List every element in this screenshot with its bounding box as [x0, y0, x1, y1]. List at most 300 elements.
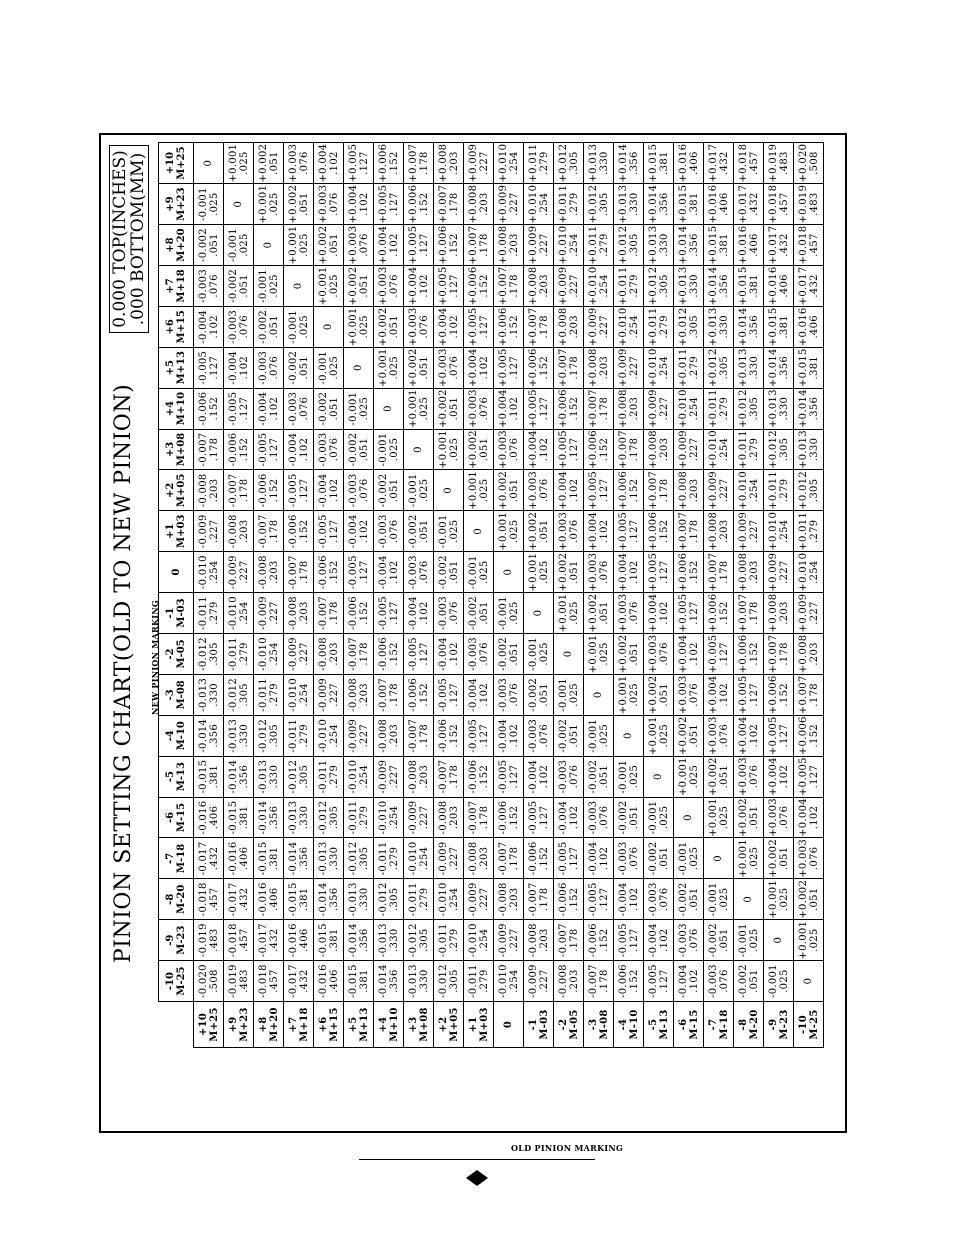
cell-mm: .102 — [358, 192, 370, 216]
cell-inches: -0.007 — [467, 800, 479, 835]
footer-rule — [359, 1159, 595, 1160]
cell-inches: +0.011 — [587, 225, 599, 265]
cell-inches: -0.011 — [257, 677, 269, 712]
cell-inches: -0.002 — [737, 964, 749, 998]
cell-mm: .152 — [268, 478, 280, 503]
table-cell — [314, 674, 344, 715]
cell-inches: +0.006 — [467, 266, 479, 306]
row-header-metric: M+10 — [388, 1007, 400, 1042]
cell-mm: .025 — [508, 601, 520, 625]
cell-mm: .279 — [748, 437, 760, 462]
cell-inches: +0.011 — [797, 511, 809, 551]
cell-inches: -0.004 — [197, 309, 209, 344]
cell-inches: +0.001 — [497, 511, 509, 551]
table-cell — [794, 388, 824, 429]
column-header — [159, 429, 194, 470]
cell-mm: .356 — [328, 887, 340, 912]
cell-inches: +0.010 — [557, 225, 569, 265]
row-header — [584, 1002, 614, 1048]
cell-mm: .051 — [298, 355, 310, 380]
cell-inches: -0.004 — [287, 432, 299, 467]
cell-mm: .227 — [328, 683, 340, 707]
cell-mm: .051 — [778, 846, 790, 871]
cell-inches: +0.003 — [707, 716, 719, 756]
cell-inches: +0.007 — [587, 389, 599, 428]
cell-inches: -0.002 — [317, 391, 329, 426]
table-cell — [584, 920, 614, 961]
table-cell — [704, 347, 734, 388]
table-cell — [194, 633, 224, 674]
cell-mm: .051 — [478, 437, 490, 462]
cell-mm: .102 — [658, 928, 670, 952]
table-cell — [224, 838, 254, 879]
table-cell — [254, 715, 284, 756]
cell-inches: +0.001 — [767, 879, 779, 919]
cell-mm: .051 — [208, 233, 220, 257]
table-cell — [494, 838, 524, 879]
table-cell — [374, 674, 404, 715]
cell-mm: .051 — [808, 887, 820, 912]
table-cell — [644, 347, 674, 388]
cell-inches: +0.001 — [407, 389, 419, 428]
cell-mm: .178 — [538, 315, 550, 339]
cell-mm: .051 — [658, 846, 670, 871]
table-cell — [194, 143, 224, 184]
table-cell — [764, 838, 794, 879]
cell-inches: -0.004 — [587, 841, 599, 876]
table-cell — [464, 633, 494, 674]
units-legend-bottom: .000 BOTTOM(MM) — [128, 152, 148, 326]
cell-mm: .102 — [388, 560, 400, 584]
cell-inches: -0.006 — [347, 596, 359, 630]
column-header-number: -6 — [165, 811, 176, 824]
cell-mm: .127 — [598, 478, 610, 503]
new-pinion-axis-label: NEW PINION MARKING — [150, 599, 160, 715]
cell-mm: .279 — [658, 315, 670, 339]
cell-inches: +0.004 — [617, 552, 629, 592]
row-header-metric: M+03 — [478, 1007, 490, 1042]
cell-mm: .254 — [298, 683, 310, 707]
cell-inches: -0.015 — [317, 923, 329, 958]
cell-mm: .227 — [298, 642, 310, 666]
cell-inches: +0.009 — [647, 389, 659, 428]
cell-inches: -0.005 — [257, 432, 269, 467]
table-cell — [734, 388, 764, 429]
cell-inches: -0.001 — [407, 473, 419, 508]
cell-inches: 0 — [653, 773, 664, 780]
table-cell — [794, 347, 824, 388]
cell-mm: .102 — [628, 560, 640, 584]
cell-mm: .203 — [748, 560, 760, 584]
table-cell — [464, 715, 494, 756]
cell-mm: .102 — [808, 805, 820, 830]
cell-mm: .025 — [718, 887, 730, 912]
table-cell — [524, 306, 554, 347]
row-header-metric: M-03 — [538, 1009, 550, 1040]
cell-inches: -0.004 — [257, 391, 269, 426]
cell-inches: +0.001 — [317, 266, 329, 306]
table-cell — [374, 633, 404, 674]
table-row — [704, 143, 734, 1048]
table-cell — [584, 593, 614, 634]
table-cell — [434, 756, 464, 797]
cell-mm: .227 — [508, 192, 520, 216]
column-header-metric: M-05 — [176, 639, 187, 669]
table-cell — [344, 511, 374, 552]
cell-mm: .152 — [358, 601, 370, 625]
row-header-metric: M-18 — [718, 1009, 730, 1040]
table-cell — [524, 633, 554, 674]
table-cell — [644, 593, 674, 634]
cell-mm: .330 — [328, 846, 340, 871]
row-header-number: -5 — [647, 1018, 659, 1031]
cell-mm: .432 — [748, 192, 760, 216]
cell-mm: .305 — [748, 396, 760, 421]
cell-mm: .227 — [478, 887, 490, 912]
cell-mm: .025 — [658, 805, 670, 830]
cell-inches: -0.006 — [587, 923, 599, 958]
cell-inches: +0.016 — [677, 143, 689, 183]
table-cell — [614, 347, 644, 388]
cell-inches: +0.003 — [317, 184, 329, 224]
cell-inches: +0.003 — [737, 757, 749, 797]
cell-mm: .076 — [568, 519, 580, 543]
cell-inches: -0.012 — [407, 923, 419, 958]
cell-inches: -0.013 — [287, 800, 299, 835]
table-cell — [764, 961, 794, 1002]
cell-mm: .279 — [778, 478, 790, 503]
cell-mm: .127 — [508, 764, 520, 789]
cell-mm: .076 — [508, 437, 520, 462]
cell-inches: +0.001 — [677, 757, 689, 797]
cell-inches: -0.001 — [497, 596, 509, 630]
table-cell — [284, 265, 314, 306]
row-header-metric: M+15 — [328, 1007, 340, 1042]
cell-mm: .025 — [568, 601, 580, 625]
cell-inches: -0.002 — [557, 718, 569, 753]
table-cell — [434, 838, 464, 879]
table-cell — [704, 797, 734, 838]
cell-inches: -0.003 — [407, 555, 419, 590]
table-cell — [434, 306, 464, 347]
column-header — [159, 225, 194, 266]
cell-inches: +0.002 — [647, 675, 659, 715]
cell-mm: .330 — [388, 928, 400, 952]
row-header-number: -1 — [527, 1018, 539, 1031]
table-cell — [554, 593, 584, 634]
table-cell — [194, 347, 224, 388]
table-cell — [734, 838, 764, 879]
table-cell — [224, 797, 254, 838]
cell-mm: .051 — [358, 274, 370, 298]
table-cell — [644, 470, 674, 511]
table-cell — [644, 306, 674, 347]
cell-mm: .508 — [208, 969, 220, 993]
table-cell — [404, 347, 434, 388]
table-cell — [374, 306, 404, 347]
cell-mm: .051 — [418, 519, 430, 543]
cell-mm: .305 — [418, 928, 430, 952]
row-header-number: +5 — [347, 1016, 359, 1033]
table-cell — [554, 184, 584, 225]
cell-mm: .076 — [328, 437, 340, 462]
cell-mm: .152 — [568, 396, 580, 421]
cell-inches: +0.005 — [617, 511, 629, 551]
cell-mm: .406 — [298, 928, 310, 952]
table-cell — [704, 593, 734, 634]
table-cell — [254, 552, 284, 593]
cell-mm: .076 — [748, 764, 760, 789]
cell-mm: .051 — [238, 274, 250, 298]
table-cell — [464, 511, 494, 552]
cell-mm: .127 — [358, 151, 370, 175]
cell-inches: -0.001 — [227, 228, 239, 262]
cell-mm: .203 — [628, 396, 640, 421]
cell-inches: +0.006 — [767, 675, 779, 715]
cell-mm: .203 — [538, 928, 550, 952]
table-cell — [734, 674, 764, 715]
cell-mm: .279 — [718, 396, 730, 421]
table-cell — [224, 756, 254, 797]
cell-inches: -0.005 — [467, 718, 479, 753]
cell-mm: .305 — [658, 274, 670, 298]
row-header — [464, 1002, 494, 1048]
cell-mm: .152 — [388, 151, 400, 175]
cell-mm: .254 — [808, 560, 820, 584]
cell-inches: +0.001 — [527, 552, 539, 592]
cell-inches: -0.012 — [197, 637, 209, 671]
cell-mm: .457 — [238, 928, 250, 952]
table-cell — [254, 838, 284, 879]
cell-mm: .102 — [298, 437, 310, 462]
cell-mm: .051 — [388, 315, 400, 339]
table-cell — [314, 347, 344, 388]
table-cell — [404, 715, 434, 756]
cell-inches: +0.003 — [647, 634, 659, 674]
cell-inches: +0.012 — [647, 266, 659, 306]
cell-mm: .254 — [448, 887, 460, 912]
cell-inches: +0.006 — [737, 634, 749, 674]
cell-mm: .305 — [238, 683, 250, 707]
table-cell — [794, 674, 824, 715]
cell-mm: .076 — [538, 723, 550, 748]
cell-inches: +0.003 — [797, 838, 809, 878]
column-header-metric: M+23 — [176, 187, 187, 221]
cell-inches: -0.002 — [707, 923, 719, 958]
column-header — [159, 838, 194, 879]
row-header-number: +10 — [197, 1012, 209, 1037]
table-cell — [494, 265, 524, 306]
table-row — [194, 143, 224, 1048]
cell-mm: .102 — [778, 764, 790, 789]
table-cell — [344, 961, 374, 1002]
table-cell — [404, 552, 434, 593]
table-cell — [254, 225, 284, 266]
cell-inches: -0.009 — [437, 841, 449, 876]
table-cell — [644, 715, 674, 756]
table-cell — [434, 225, 464, 266]
row-header-metric: M+20 — [268, 1007, 280, 1042]
cell-mm: .305 — [448, 969, 460, 993]
table-cell — [704, 143, 734, 184]
table-cell — [644, 429, 674, 470]
cell-inches: +0.010 — [767, 511, 779, 551]
cell-mm: .127 — [478, 723, 490, 748]
table-cell — [224, 715, 254, 756]
table-row — [224, 143, 254, 1048]
cell-mm: .127 — [328, 519, 340, 543]
cell-mm: .203 — [298, 601, 310, 625]
row-header — [224, 1002, 254, 1048]
cell-inches: -0.010 — [437, 882, 449, 917]
cell-mm: .406 — [748, 233, 760, 257]
table-cell — [524, 265, 554, 306]
table-cell — [314, 511, 344, 552]
cell-mm: .127 — [658, 969, 670, 993]
cell-mm: .102 — [688, 642, 700, 666]
table-cell — [434, 470, 464, 511]
cell-mm: .102 — [508, 396, 520, 421]
table-cell — [764, 797, 794, 838]
table-row — [344, 143, 374, 1048]
table-cell — [734, 797, 764, 838]
cell-inches: -0.001 — [257, 269, 269, 303]
cell-inches: -0.008 — [407, 759, 419, 794]
column-header — [159, 593, 194, 634]
table-cell — [524, 593, 554, 634]
cell-inches: +0.004 — [527, 430, 539, 469]
cell-inches: -0.014 — [257, 800, 269, 835]
cell-mm: .406 — [328, 969, 340, 993]
table-cell — [494, 797, 524, 838]
cell-inches: -0.016 — [227, 841, 239, 876]
table-cell — [344, 388, 374, 429]
cell-inches: -0.013 — [347, 882, 359, 917]
cell-mm: .330 — [688, 274, 700, 298]
cell-mm: .406 — [778, 274, 790, 298]
cell-mm: .051 — [538, 683, 550, 707]
table-cell — [494, 143, 524, 184]
cell-mm: .051 — [598, 601, 610, 625]
column-header-metric: M+20 — [176, 228, 187, 262]
table-cell — [434, 593, 464, 634]
cell-inches: +0.015 — [677, 184, 689, 224]
table-cell — [464, 225, 494, 266]
table-cell — [314, 143, 344, 184]
column-header — [159, 674, 194, 715]
table-cell — [284, 797, 314, 838]
cell-inches: -0.001 — [767, 964, 779, 998]
table-cell — [704, 715, 734, 756]
table-cell — [794, 429, 824, 470]
cell-mm: .102 — [208, 315, 220, 339]
cell-inches: -0.006 — [557, 882, 569, 917]
table-cell — [704, 429, 734, 470]
table-cell — [284, 429, 314, 470]
row-header — [344, 1002, 374, 1048]
cell-mm: .254 — [688, 396, 700, 421]
cell-inches: -0.019 — [197, 923, 209, 958]
cell-mm: .178 — [448, 192, 460, 216]
table-cell — [374, 756, 404, 797]
table-cell — [554, 552, 584, 593]
cell-inches: -0.014 — [287, 841, 299, 876]
table-cell — [674, 797, 704, 838]
table-cell — [284, 143, 314, 184]
table-cell — [794, 306, 824, 347]
cell-mm: .279 — [478, 969, 490, 993]
table-cell — [644, 388, 674, 429]
cell-inches: -0.008 — [437, 800, 449, 835]
cell-inches: -0.013 — [257, 759, 269, 794]
table-cell — [344, 715, 374, 756]
cell-mm: .203 — [598, 355, 610, 380]
table-cell — [524, 756, 554, 797]
table-cell — [734, 756, 764, 797]
cell-inches: +0.010 — [497, 143, 509, 183]
table-cell — [344, 674, 374, 715]
table-cell — [614, 715, 644, 756]
cell-inches: +0.012 — [677, 307, 689, 347]
cell-mm: .152 — [418, 192, 430, 216]
table-cell — [284, 306, 314, 347]
cell-inches: -0.007 — [227, 473, 239, 508]
table-cell — [404, 388, 434, 429]
cell-mm: .076 — [658, 642, 670, 666]
cell-inches: +0.001 — [257, 184, 269, 224]
table-cell — [494, 184, 524, 225]
cell-inches: -0.001 — [737, 923, 749, 958]
cell-inches: +0.017 — [737, 184, 749, 224]
row-header-metric: M+25 — [208, 1007, 220, 1042]
table-cell — [554, 225, 584, 266]
cell-inches: +0.008 — [707, 511, 719, 551]
cell-mm: .432 — [268, 928, 280, 952]
cell-inches: +0.009 — [737, 511, 749, 551]
cell-mm: .076 — [718, 969, 730, 993]
cell-mm: .051 — [478, 601, 490, 625]
table-cell — [764, 265, 794, 306]
table-cell — [254, 961, 284, 1002]
cell-inches: -0.003 — [257, 350, 269, 385]
chart-title: PINION SETTING CHART(OLD TO NEW PINION) — [111, 383, 136, 963]
cell-inches: 0 — [263, 241, 274, 249]
cell-inches: +0.001 — [467, 470, 479, 510]
table-cell — [614, 265, 644, 306]
cell-inches: -0.002 — [377, 473, 389, 508]
cell-mm: .356 — [388, 969, 400, 993]
table-cell — [614, 143, 644, 184]
cell-mm: .127 — [568, 437, 580, 462]
table-cell — [404, 225, 434, 266]
cell-inches: -0.001 — [437, 514, 449, 549]
cell-inches: +0.017 — [707, 143, 719, 183]
table-cell — [254, 633, 284, 674]
cell-inches: -0.003 — [647, 882, 659, 917]
cell-inches: -0.003 — [377, 514, 389, 549]
table-cell — [374, 265, 404, 306]
cell-mm: .076 — [358, 478, 370, 503]
table-cell — [584, 429, 614, 470]
cell-inches: -0.003 — [197, 269, 209, 303]
cell-inches: +0.001 — [737, 838, 749, 878]
row-header — [614, 1002, 644, 1048]
cell-mm: .076 — [688, 928, 700, 952]
table-cell — [194, 715, 224, 756]
table-cell — [764, 306, 794, 347]
cell-inches: +0.008 — [557, 307, 569, 347]
cell-inches: -0.012 — [227, 677, 239, 712]
